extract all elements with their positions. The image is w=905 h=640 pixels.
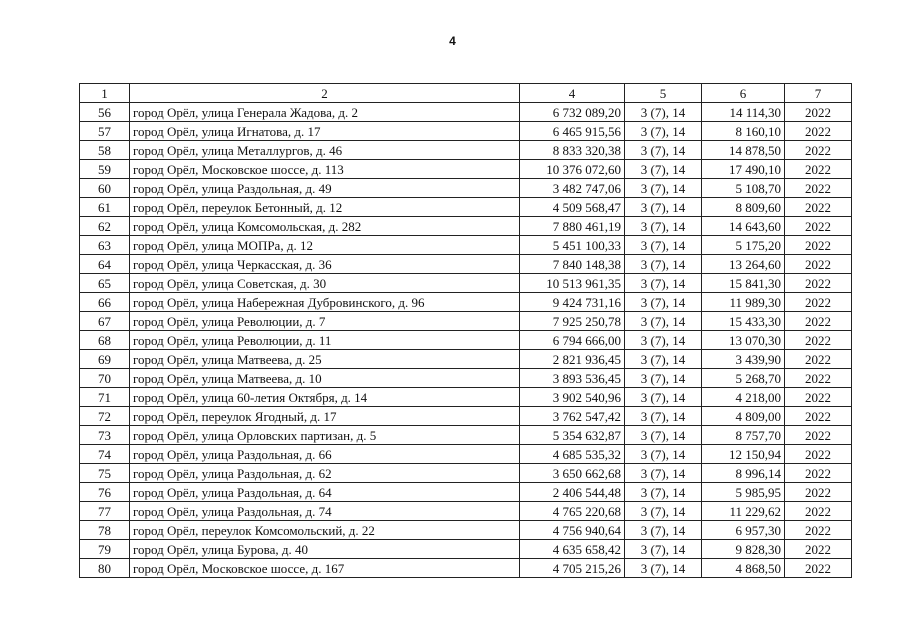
code-cell: 3 (7), 14 [625, 331, 702, 350]
cost-cell: 2 406 544,48 [520, 483, 625, 502]
area-cell: 13 264,60 [702, 255, 785, 274]
area-cell: 5 108,70 [702, 179, 785, 198]
area-cell: 12 150,94 [702, 445, 785, 464]
code-cell: 3 (7), 14 [625, 103, 702, 122]
address-cell: город Орёл, улица Набережная Дубровинского, д. 96 [130, 293, 520, 312]
year-cell: 2022 [785, 198, 852, 217]
year-cell: 2022 [785, 350, 852, 369]
table-row [80, 369, 852, 388]
table-row [80, 103, 852, 122]
row-number-cell: 57 [80, 122, 130, 141]
cost-cell: 3 650 662,68 [520, 464, 625, 483]
table-row [80, 255, 852, 274]
column-header: 7 [785, 84, 852, 103]
cost-cell: 3 762 547,42 [520, 407, 625, 426]
header-row [80, 84, 852, 103]
row-number-cell: 76 [80, 483, 130, 502]
year-cell: 2022 [785, 388, 852, 407]
address-cell: город Орёл, улица Металлургов, д. 46 [130, 141, 520, 160]
cost-cell: 7 925 250,78 [520, 312, 625, 331]
area-cell: 14 878,50 [702, 141, 785, 160]
row-number-cell: 58 [80, 141, 130, 160]
code-cell: 3 (7), 14 [625, 388, 702, 407]
cost-cell: 10 513 961,35 [520, 274, 625, 293]
table-row [80, 312, 852, 331]
address-cell: город Орёл, улица Орловских партизан, д. 5 [130, 426, 520, 445]
register-table [79, 83, 852, 578]
row-number-cell: 80 [80, 559, 130, 578]
table-row [80, 122, 852, 141]
area-cell: 17 490,10 [702, 160, 785, 179]
year-cell: 2022 [785, 103, 852, 122]
row-number-cell: 67 [80, 312, 130, 331]
area-cell: 13 070,30 [702, 331, 785, 350]
year-cell: 2022 [785, 407, 852, 426]
area-cell: 15 841,30 [702, 274, 785, 293]
code-cell: 3 (7), 14 [625, 540, 702, 559]
address-cell: город Орёл, переулок Комсомольский, д. 22 [130, 521, 520, 540]
year-cell: 2022 [785, 255, 852, 274]
table-row [80, 141, 852, 160]
table-row [80, 521, 852, 540]
area-cell: 14 114,30 [702, 103, 785, 122]
address-cell: город Орёл, улица Революции, д. 7 [130, 312, 520, 331]
cost-cell: 8 833 320,38 [520, 141, 625, 160]
row-number-cell: 56 [80, 103, 130, 122]
address-cell: город Орёл, улица Раздольная, д. 64 [130, 483, 520, 502]
row-number-cell: 75 [80, 464, 130, 483]
row-number-cell: 68 [80, 331, 130, 350]
code-cell: 3 (7), 14 [625, 274, 702, 293]
code-cell: 3 (7), 14 [625, 445, 702, 464]
year-cell: 2022 [785, 236, 852, 255]
code-cell: 3 (7), 14 [625, 293, 702, 312]
table-row [80, 559, 852, 578]
year-cell: 2022 [785, 445, 852, 464]
year-cell: 2022 [785, 369, 852, 388]
row-number-cell: 79 [80, 540, 130, 559]
cost-cell: 3 893 536,45 [520, 369, 625, 388]
cost-cell: 4 765 220,68 [520, 502, 625, 521]
cost-cell: 5 451 100,33 [520, 236, 625, 255]
code-cell: 3 (7), 14 [625, 236, 702, 255]
row-number-cell: 69 [80, 350, 130, 369]
row-number-cell: 72 [80, 407, 130, 426]
cost-cell: 4 685 535,32 [520, 445, 625, 464]
area-cell: 9 828,30 [702, 540, 785, 559]
address-cell: город Орёл, улица Раздольная, д. 49 [130, 179, 520, 198]
address-cell: город Орёл, улица 60-летия Октября, д. 14 [130, 388, 520, 407]
cost-cell: 4 705 215,26 [520, 559, 625, 578]
address-cell: город Орёл, улица Раздольная, д. 66 [130, 445, 520, 464]
address-cell: город Орёл, переулок Бетонный, д. 12 [130, 198, 520, 217]
address-cell: город Орёл, улица Матвеева, д. 25 [130, 350, 520, 369]
address-cell: город Орёл, переулок Ягодный, д. 17 [130, 407, 520, 426]
cost-cell: 2 821 936,45 [520, 350, 625, 369]
area-cell: 11 229,62 [702, 502, 785, 521]
address-cell: город Орёл, Московское шоссе, д. 113 [130, 160, 520, 179]
cost-cell: 7 880 461,19 [520, 217, 625, 236]
area-cell: 8 160,10 [702, 122, 785, 141]
code-cell: 3 (7), 14 [625, 141, 702, 160]
code-cell: 3 (7), 14 [625, 521, 702, 540]
table-row [80, 160, 852, 179]
cost-cell: 7 840 148,38 [520, 255, 625, 274]
column-header: 5 [625, 84, 702, 103]
column-header: 2 [130, 84, 520, 103]
code-cell: 3 (7), 14 [625, 426, 702, 445]
row-number-cell: 78 [80, 521, 130, 540]
year-cell: 2022 [785, 217, 852, 236]
table-row [80, 350, 852, 369]
year-cell: 2022 [785, 160, 852, 179]
year-cell: 2022 [785, 274, 852, 293]
area-cell: 5 175,20 [702, 236, 785, 255]
page-number: 4 [449, 34, 456, 48]
area-cell: 4 218,00 [702, 388, 785, 407]
code-cell: 3 (7), 14 [625, 198, 702, 217]
row-number-cell: 74 [80, 445, 130, 464]
area-cell: 5 985,95 [702, 483, 785, 502]
code-cell: 3 (7), 14 [625, 160, 702, 179]
year-cell: 2022 [785, 483, 852, 502]
area-cell: 15 433,30 [702, 312, 785, 331]
address-cell: город Орёл, улица Советская, д. 30 [130, 274, 520, 293]
area-cell: 11 989,30 [702, 293, 785, 312]
row-number-cell: 64 [80, 255, 130, 274]
cost-cell: 6 732 089,20 [520, 103, 625, 122]
cost-cell: 5 354 632,87 [520, 426, 625, 445]
year-cell: 2022 [785, 426, 852, 445]
row-number-cell: 70 [80, 369, 130, 388]
table-row [80, 331, 852, 350]
code-cell: 3 (7), 14 [625, 464, 702, 483]
year-cell: 2022 [785, 293, 852, 312]
address-cell: город Орёл, Московское шоссе, д. 167 [130, 559, 520, 578]
cost-cell: 4 509 568,47 [520, 198, 625, 217]
table-body [80, 103, 852, 578]
table-row [80, 388, 852, 407]
code-cell: 3 (7), 14 [625, 255, 702, 274]
year-cell: 2022 [785, 122, 852, 141]
row-number-cell: 77 [80, 502, 130, 521]
row-number-cell: 59 [80, 160, 130, 179]
year-cell: 2022 [785, 331, 852, 350]
address-cell: город Орёл, улица Раздольная, д. 74 [130, 502, 520, 521]
column-header: 6 [702, 84, 785, 103]
cost-cell: 6 465 915,56 [520, 122, 625, 141]
area-cell: 8 809,60 [702, 198, 785, 217]
code-cell: 3 (7), 14 [625, 483, 702, 502]
cost-cell: 3 482 747,06 [520, 179, 625, 198]
cost-cell: 4 756 940,64 [520, 521, 625, 540]
area-cell: 4 868,50 [702, 559, 785, 578]
table-row [80, 293, 852, 312]
code-cell: 3 (7), 14 [625, 122, 702, 141]
cost-cell: 4 635 658,42 [520, 540, 625, 559]
table-row [80, 407, 852, 426]
row-number-cell: 71 [80, 388, 130, 407]
year-cell: 2022 [785, 559, 852, 578]
area-cell: 3 439,90 [702, 350, 785, 369]
code-cell: 3 (7), 14 [625, 350, 702, 369]
cost-cell: 3 902 540,96 [520, 388, 625, 407]
table-row [80, 236, 852, 255]
code-cell: 3 (7), 14 [625, 179, 702, 198]
address-cell: город Орёл, улица Матвеева, д. 10 [130, 369, 520, 388]
address-cell: город Орёл, улица Черкасская, д. 36 [130, 255, 520, 274]
address-cell: город Орёл, улица МОПРа, д. 12 [130, 236, 520, 255]
table-header [80, 84, 852, 103]
cost-cell: 6 794 666,00 [520, 331, 625, 350]
year-cell: 2022 [785, 179, 852, 198]
code-cell: 3 (7), 14 [625, 217, 702, 236]
code-cell: 3 (7), 14 [625, 407, 702, 426]
year-cell: 2022 [785, 540, 852, 559]
year-cell: 2022 [785, 312, 852, 331]
table-row [80, 426, 852, 445]
row-number-cell: 66 [80, 293, 130, 312]
cost-cell: 9 424 731,16 [520, 293, 625, 312]
code-cell: 3 (7), 14 [625, 502, 702, 521]
address-cell: город Орёл, улица Генерала Жадова, д. 2 [130, 103, 520, 122]
area-cell: 5 268,70 [702, 369, 785, 388]
area-cell: 8 757,70 [702, 426, 785, 445]
address-cell: город Орёл, улица Бурова, д. 40 [130, 540, 520, 559]
table-row [80, 502, 852, 521]
area-cell: 4 809,00 [702, 407, 785, 426]
area-cell: 14 643,60 [702, 217, 785, 236]
row-number-cell: 62 [80, 217, 130, 236]
address-cell: город Орёл, улица Раздольная, д. 62 [130, 464, 520, 483]
column-header: 1 [80, 84, 130, 103]
table-row [80, 540, 852, 559]
row-number-cell: 61 [80, 198, 130, 217]
row-number-cell: 60 [80, 179, 130, 198]
column-header: 4 [520, 84, 625, 103]
row-number-cell: 65 [80, 274, 130, 293]
table-row [80, 464, 852, 483]
year-cell: 2022 [785, 141, 852, 160]
cost-cell: 10 376 072,60 [520, 160, 625, 179]
area-cell: 8 996,14 [702, 464, 785, 483]
row-number-cell: 73 [80, 426, 130, 445]
address-cell: город Орёл, улица Революции, д. 11 [130, 331, 520, 350]
row-number-cell: 63 [80, 236, 130, 255]
year-cell: 2022 [785, 502, 852, 521]
table-row [80, 217, 852, 236]
table-row [80, 445, 852, 464]
code-cell: 3 (7), 14 [625, 369, 702, 388]
table-row [80, 198, 852, 217]
year-cell: 2022 [785, 521, 852, 540]
code-cell: 3 (7), 14 [625, 559, 702, 578]
area-cell: 6 957,30 [702, 521, 785, 540]
address-cell: город Орёл, улица Игнатова, д. 17 [130, 122, 520, 141]
code-cell: 3 (7), 14 [625, 312, 702, 331]
table-row [80, 179, 852, 198]
year-cell: 2022 [785, 464, 852, 483]
table-row [80, 274, 852, 293]
table-row [80, 483, 852, 502]
address-cell: город Орёл, улица Комсомольская, д. 282 [130, 217, 520, 236]
